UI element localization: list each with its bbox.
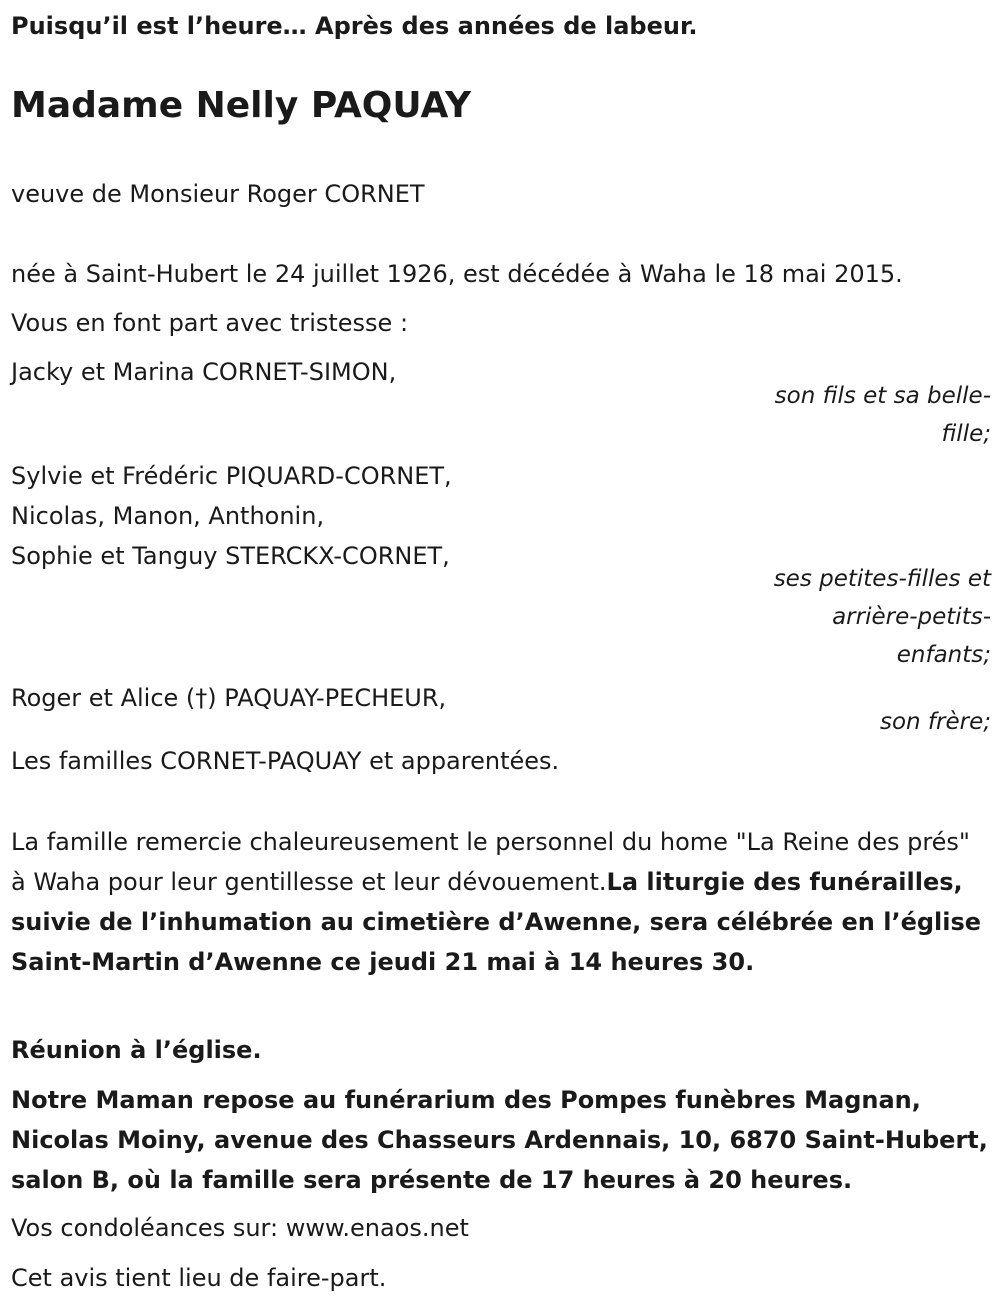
- son-name: Jacky et Marina CORNET-SIMON,: [11, 358, 397, 386]
- brother-relation-text: son frère;: [879, 709, 991, 735]
- footer-line: Cet avis tient lieu de faire-part.: [11, 1264, 387, 1292]
- grandchildren-line1: Sylvie et Frédéric PIQUARD-CORNET,: [11, 462, 452, 490]
- rest-paragraph: Notre Maman repose au funérarium des Pompes funèbres Magnan, Nicolas Moiny, avenue des Chasseurs Ardennais, 10, 6870 Saint-Hubert, salon B, où la famille sera présente de 17 heures à 20 heures.: [11, 1086, 988, 1194]
- families-line: Les familles CORNET-PAQUAY et apparentées.: [11, 747, 560, 775]
- thanks-text: La famille remercie chaleureusement le personnel du home "La Reine des prés" à Waha pour leur gentillesse et leur dévouement.: [11, 828, 970, 896]
- meeting-line: Réunion à l’église.: [11, 1036, 262, 1064]
- condolences-line: Vos condoléances sur: www.enaos.net: [11, 1214, 469, 1242]
- son-relation: [731, 377, 991, 453]
- deceased-name: Madame Nelly PAQUAY: [11, 85, 472, 126]
- funeral-text: La liturgie des funérailles, suivie de l’inhumation au cimetière d’Awenne, sera célébrée en l’église Saint-Martin d’Awenne ce jeudi 21 mai à 14 heures 30.: [11, 868, 982, 976]
- brother-name: Roger et Alice (†) PAQUAY-PECHEUR,: [11, 684, 447, 712]
- grandchildren-line3: Sophie et Tanguy STERCKX-CORNET,: [11, 542, 450, 570]
- grandchildren-relation: [731, 560, 991, 674]
- grandchildren-relation-line1: ses petites-filles et: [773, 566, 991, 592]
- thanks-paragraph: [11, 822, 991, 982]
- son-relation-line1: son fils et sa belle-: [774, 383, 991, 409]
- grandchildren-relation-line2: arrière-petits-: [832, 604, 991, 630]
- birth-death-line: née à Saint-Hubert le 24 juillet 1926, est décédée à Waha le 18 mai 2015.: [11, 260, 903, 288]
- grandchildren-relation-line3: enfants;: [896, 642, 991, 668]
- brother-relation: [731, 703, 991, 741]
- spouse-line: veuve de Monsieur Roger CORNET: [11, 180, 425, 208]
- announce-line: Vous en font part avec tristesse :: [11, 309, 409, 337]
- intro-line: Puisqu’il est l’heure… Après des années de labeur.: [11, 12, 698, 40]
- son-relation-line2: fille;: [941, 421, 991, 447]
- grandchildren-line2: Nicolas, Manon, Anthonin,: [11, 502, 325, 530]
